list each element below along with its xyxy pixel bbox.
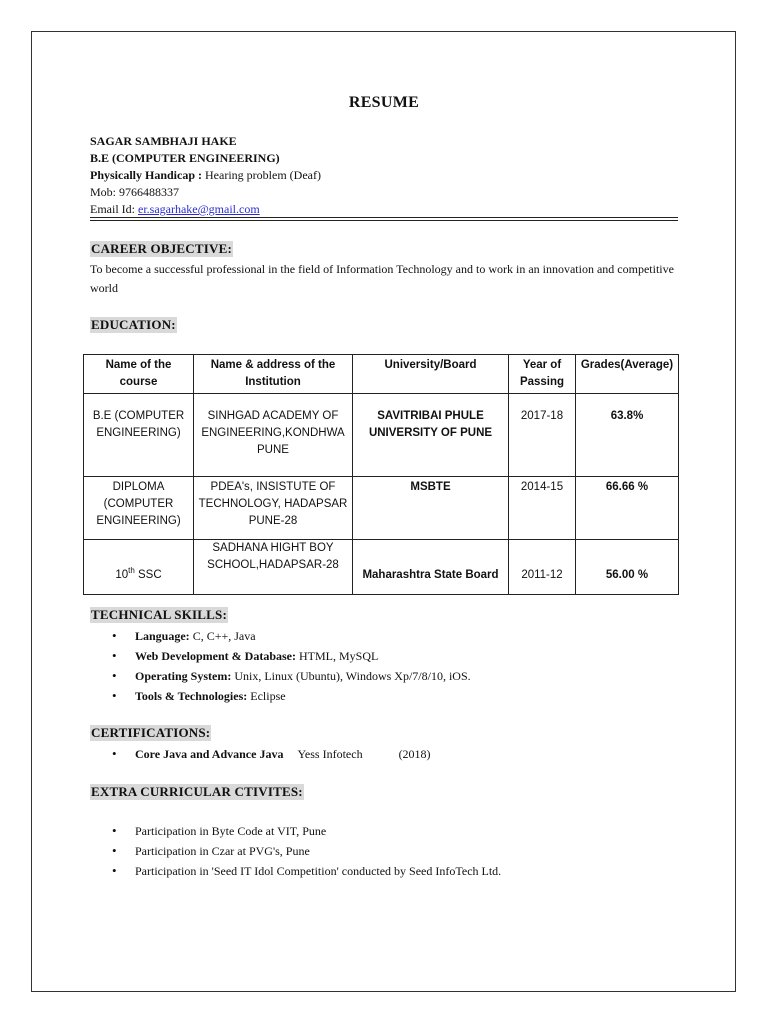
institution-cell: SINHGAD ACADEMY OF ENGINEERING,KONDHWA PUNE: [194, 394, 353, 477]
table-row: [84, 394, 679, 477]
certifications-list: [112, 744, 431, 764]
candidate-name: SAGAR SAMBHAJI HAKE: [90, 134, 237, 148]
col-institution: Name & address of the Institution: [194, 355, 353, 394]
table-header-row: [84, 355, 679, 394]
career-heading: CAREER OBJECTIVE:: [91, 241, 233, 256]
course-superscript: th: [128, 566, 135, 576]
skill-label: Operating System:: [135, 669, 232, 683]
list-item: • Participation in Czar at PVG's, Pune: [112, 841, 501, 861]
col-grade: Grades(Average): [576, 355, 679, 394]
grade-cell: 63.8%: [576, 394, 679, 477]
skill-value: Eclipse: [247, 689, 286, 703]
course-prefix: 10: [115, 569, 129, 581]
course-cell: B.E (COMPUTER ENGINEERING): [84, 394, 194, 477]
cert-org: Yess Infotech: [297, 747, 363, 761]
extra-heading: EXTRA CURRICULAR CTIVITES:: [91, 784, 303, 799]
list-item: • Participation in 'Seed IT Idol Competition' conducted by Seed InfoTech Ltd.: [112, 861, 501, 881]
list-item: [112, 686, 471, 706]
handicap-value: Hearing problem (Deaf): [202, 168, 321, 182]
candidate-degree: B.E (COMPUTER ENGINEERING): [90, 151, 280, 165]
skill-label: Language:: [135, 629, 190, 643]
col-year: Year of Passing: [509, 355, 576, 394]
header-divider-top: [90, 217, 678, 218]
table-row: [84, 477, 679, 540]
extra-list: [112, 821, 501, 881]
email-label: Email Id:: [90, 202, 138, 216]
table-row: [84, 540, 679, 595]
grade-cell: 66.66 %: [576, 477, 679, 540]
board-cell: Maharashtra State Board: [353, 540, 509, 595]
institution-cell: PDEA's, INSISTUTE OF TECHNOLOGY, HADAPSAR PUNE-28: [194, 477, 353, 540]
certifications-heading: CERTIFICATIONS:: [91, 725, 211, 740]
skill-label: Web Development & Database:: [135, 649, 296, 663]
year-cell: 2017-18: [509, 394, 576, 477]
skills-list: [112, 626, 471, 706]
handicap-line: [90, 167, 321, 184]
list-item: • Participation in Byte Code at VIT, Pune: [112, 821, 501, 841]
col-course: Name of the course: [84, 355, 194, 394]
list-item: [112, 744, 431, 764]
skill-label: Tools & Technologies:: [135, 689, 248, 703]
mobile-number: Mob: 9766488337: [90, 185, 180, 199]
header-divider-bottom: [90, 220, 678, 221]
year-cell: 2014-15: [509, 477, 576, 540]
email-line: [90, 201, 260, 218]
course-cell: DIPLOMA (COMPUTER ENGINEERING): [84, 477, 194, 540]
grade-cell: 56.00 %: [576, 540, 679, 595]
list-item: [112, 646, 471, 666]
cert-year: (2018): [398, 747, 431, 761]
skill-value: Unix, Linux (Ubuntu), Windows Xp/7/8/10, iOS.: [231, 669, 471, 683]
career-text: To become a successful professional in the field of Information Technology and to work in an innovation and competitive world: [90, 262, 674, 295]
handicap-label: Physically Handicap :: [90, 168, 203, 182]
list-item: [112, 626, 471, 646]
institution-cell: SADHANA HIGHT BOY SCHOOL,HADAPSAR-28: [194, 540, 353, 595]
skill-value: HTML, MySQL: [295, 649, 379, 663]
board-cell: SAVITRIBAI PHULE UNIVERSITY OF PUNE: [353, 394, 509, 477]
course-suffix: SSC: [134, 569, 162, 581]
document-title: RESUME: [348, 94, 420, 111]
education-table: [83, 354, 679, 595]
cert-label: Core Java and Advance Java: [135, 747, 284, 761]
skill-value: C, C++, Java: [189, 629, 256, 643]
list-item: [112, 666, 471, 686]
education-heading: EDUCATION:: [91, 317, 176, 332]
col-board: University/Board: [353, 355, 509, 394]
board-cell: MSBTE: [353, 477, 509, 540]
course-cell: [84, 540, 194, 595]
year-cell: 2011-12: [509, 540, 576, 595]
skills-heading: TECHNICAL SKILLS:: [91, 607, 227, 622]
email-link[interactable]: er.sagarhake@gmail.com: [138, 202, 260, 216]
